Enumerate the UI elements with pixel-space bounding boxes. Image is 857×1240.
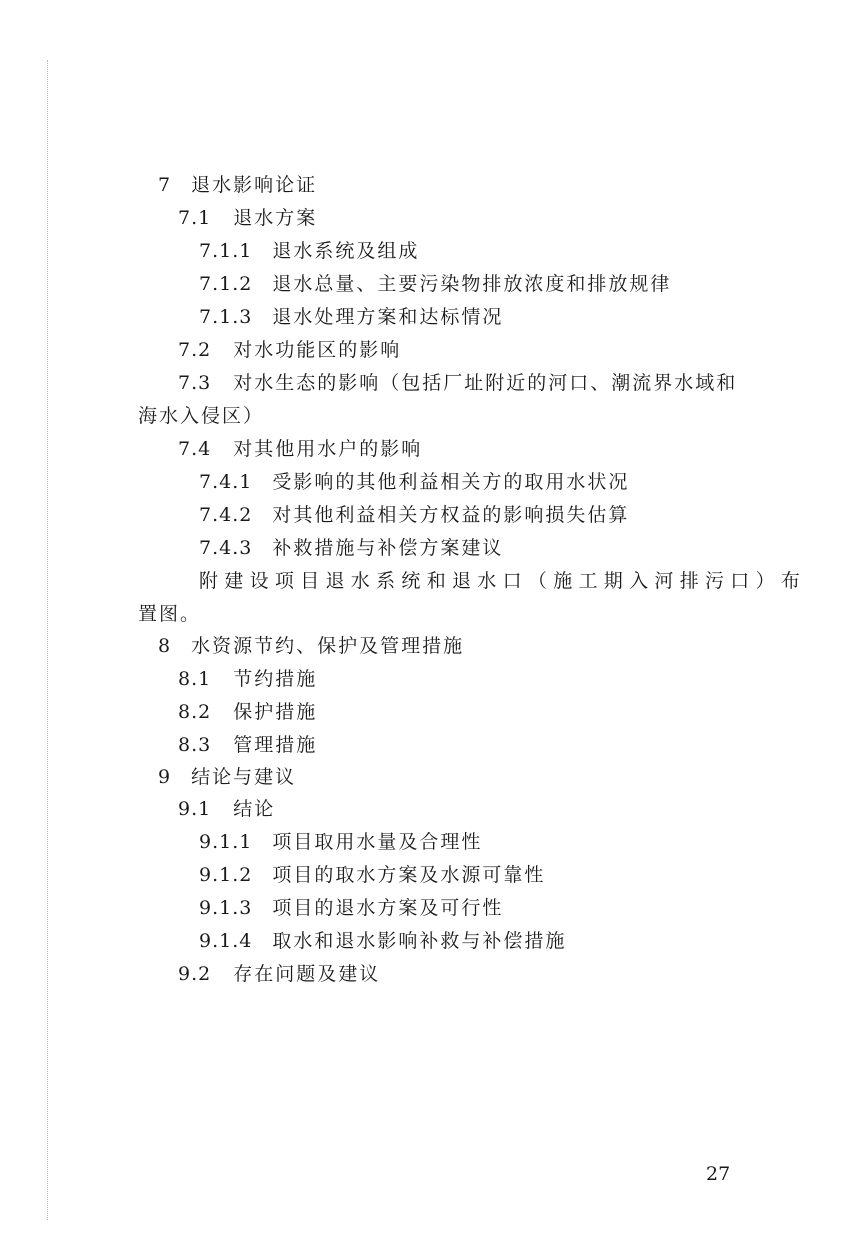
toc-number: 7.4.1 (199, 471, 253, 493)
toc-entry-9-2 (178, 962, 380, 986)
toc-title: 对水功能区的影响 (233, 339, 402, 361)
toc-entry-8-1 (178, 667, 317, 691)
toc-entry-7 (158, 173, 317, 197)
toc-entry-9-1-4 (199, 929, 566, 953)
page-number: 27 (706, 1163, 731, 1185)
toc-number: 7.1.3 (199, 306, 253, 328)
toc-number: 9.1.4 (199, 930, 253, 952)
toc-title: 对其他利益相关方权益的影响损失估算 (272, 504, 630, 526)
toc-entry-9-1-2 (199, 863, 545, 887)
toc-title: 取水和退水影响补救与补偿措施 (272, 930, 567, 952)
toc-number: 9 (158, 766, 172, 788)
toc-title: 节约措施 (233, 668, 318, 690)
toc-title: 退水方案 (233, 207, 318, 229)
toc-number: 9.1.1 (199, 831, 253, 853)
toc-title: 退水影响论证 (191, 174, 318, 196)
toc-entry-9 (158, 765, 296, 789)
toc-number: 7 (158, 174, 172, 196)
toc-entry-7-1-2 (199, 272, 671, 296)
toc-number: 8 (158, 635, 172, 657)
toc-title: 退水总量、主要污染物排放浓度和排放规律 (272, 273, 672, 295)
toc-number: 7.1.2 (199, 273, 253, 295)
toc-title: 结论 (233, 798, 276, 820)
toc-title: 水资源节约、保护及管理措施 (191, 635, 465, 657)
toc-entry-9-1 (178, 797, 275, 821)
toc-number: 7.1.1 (199, 240, 253, 262)
toc-number: 7.3 (178, 372, 212, 394)
toc-number: 7.4.2 (199, 504, 253, 526)
toc-number: 8.1 (178, 668, 212, 690)
toc-entry-8 (158, 634, 464, 658)
toc-entry-7-4-2 (199, 503, 629, 527)
toc-number: 7.4 (178, 438, 212, 460)
appendix-note-text: 附建设项目退水系统和退水口（施工期入河排污口）布 (199, 570, 807, 592)
binding-margin-line (47, 60, 48, 1220)
toc-entry-8-2 (178, 700, 317, 724)
toc-entry-9-1-3 (199, 896, 503, 920)
toc-number: 7.1 (178, 207, 212, 229)
toc-title: 受影响的其他利益相关方的取用水状况 (272, 471, 630, 493)
toc-entry-9-1-1 (199, 830, 482, 854)
toc-title: 结论与建议 (191, 766, 297, 788)
toc-entry-7-3-continuation (138, 404, 264, 428)
toc-title: 退水处理方案和达标情况 (272, 306, 504, 328)
toc-entry-7-4-1 (199, 470, 629, 494)
toc-number: 9.2 (178, 963, 212, 985)
toc-title: 存在问题及建议 (233, 963, 381, 985)
toc-title: 退水系统及组成 (272, 240, 420, 262)
toc-entry-8-3 (178, 733, 317, 757)
toc-title: 保护措施 (233, 701, 318, 723)
toc-title: 项目取用水量及合理性 (272, 831, 483, 853)
toc-entry-7-1-1 (199, 239, 419, 263)
toc-entry-7-4 (178, 437, 422, 461)
appendix-note-text: 置图。 (138, 603, 202, 625)
toc-number: 7.2 (178, 339, 212, 361)
toc-number: 9.1 (178, 798, 212, 820)
toc-title: 项目的取水方案及水源可靠性 (272, 864, 546, 886)
toc-number: 9.1.2 (199, 864, 253, 886)
toc-title: 管理措施 (233, 734, 318, 756)
toc-title: 对水生态的影响（包括厂址附近的河口、潮流界水域和 (233, 372, 738, 394)
toc-entry-7-1 (178, 206, 317, 230)
toc-title-continuation: 海水入侵区） (138, 405, 265, 427)
toc-entry-7-3 (178, 371, 737, 395)
appendix-note-line-1 (199, 569, 806, 593)
toc-entry-7-4-3 (199, 536, 503, 560)
toc-number: 9.1.3 (199, 897, 253, 919)
toc-entry-7-1-3 (199, 305, 503, 329)
toc-entry-7-2 (178, 338, 401, 362)
toc-number: 8.3 (178, 734, 212, 756)
toc-title: 补救措施与补偿方案建议 (272, 537, 504, 559)
appendix-note-line-2 (138, 602, 201, 626)
toc-title: 项目的退水方案及可行性 (272, 897, 504, 919)
toc-title: 对其他用水户的影响 (233, 438, 423, 460)
toc-number: 7.4.3 (199, 537, 253, 559)
toc-number: 8.2 (178, 701, 212, 723)
